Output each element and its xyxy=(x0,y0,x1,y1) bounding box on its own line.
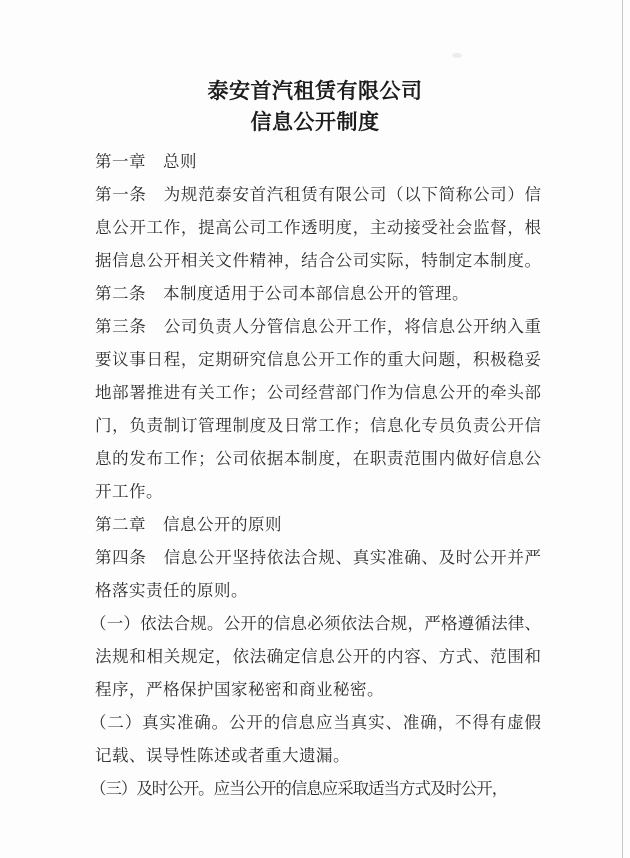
doc-line: （一）依法合规。公开的信息必须依法合规，严格遵循法律、 xyxy=(90,614,541,633)
doc-line: 要议事日程，定期研究信息公开工作的重大问题，积极稳妥 xyxy=(95,350,541,369)
doc-title-subject: 信息公开制度 xyxy=(250,110,380,134)
doc-title-company: 泰安首汽租赁有限公司 xyxy=(207,79,423,103)
doc-line: 记载、误导性陈述或者重大遗漏。 xyxy=(95,746,350,765)
document-header xyxy=(0,0,630,138)
doc-line: 第三条 公司负责人分管信息公开工作，将信息公开纳入重 xyxy=(95,317,541,336)
doc-line: 地部署推进有关工作；公司经营部门作为信息公开的牵头部 xyxy=(95,383,541,402)
doc-line: （三）及时公开。应当公开的信息应采取适当方式及时公开， xyxy=(90,779,508,798)
scan-smudge-artifact xyxy=(452,53,462,58)
doc-line: 息的发布工作；公司依据本制度，在职责范围内做好信息公 xyxy=(95,449,541,468)
scan-edge-line xyxy=(622,0,624,858)
doc-line: 第一章 总则 xyxy=(95,152,197,171)
doc-line: 第二条 本制度适用于公司本部信息公开的管理。 xyxy=(95,284,469,303)
doc-line: 息公开工作，提高公司工作透明度，主动接受社会监督，根 xyxy=(95,218,541,237)
doc-line: 第二章 信息公开的原则 xyxy=(95,515,282,534)
doc-line: 据信息公开相关文件精神，结合公司实际，特制定本制度。 xyxy=(95,251,541,270)
doc-line: 法规和相关规定，依法确定信息公开的内容、方式、范围和 xyxy=(95,647,541,666)
doc-body xyxy=(90,145,541,805)
doc-line: 程序，严格保护国家秘密和商业秘密。 xyxy=(95,680,384,699)
doc-line: 开工作。 xyxy=(95,482,163,501)
doc-line: 门，负责制订管理制度及日常工作；信息化专员负责公开信 xyxy=(95,416,541,435)
doc-line: 格落实责任的原则。 xyxy=(95,581,248,600)
doc-line: （二）真实准确。公开的信息应当真实、准确，不得有虚假 xyxy=(90,713,541,732)
doc-line: 第四条 信息公开坚持依法合规、真实准确、及时公开并严 xyxy=(95,548,541,567)
doc-line: 第一条 为规范泰安首汽租赁有限公司（以下简称公司）信 xyxy=(95,185,541,204)
